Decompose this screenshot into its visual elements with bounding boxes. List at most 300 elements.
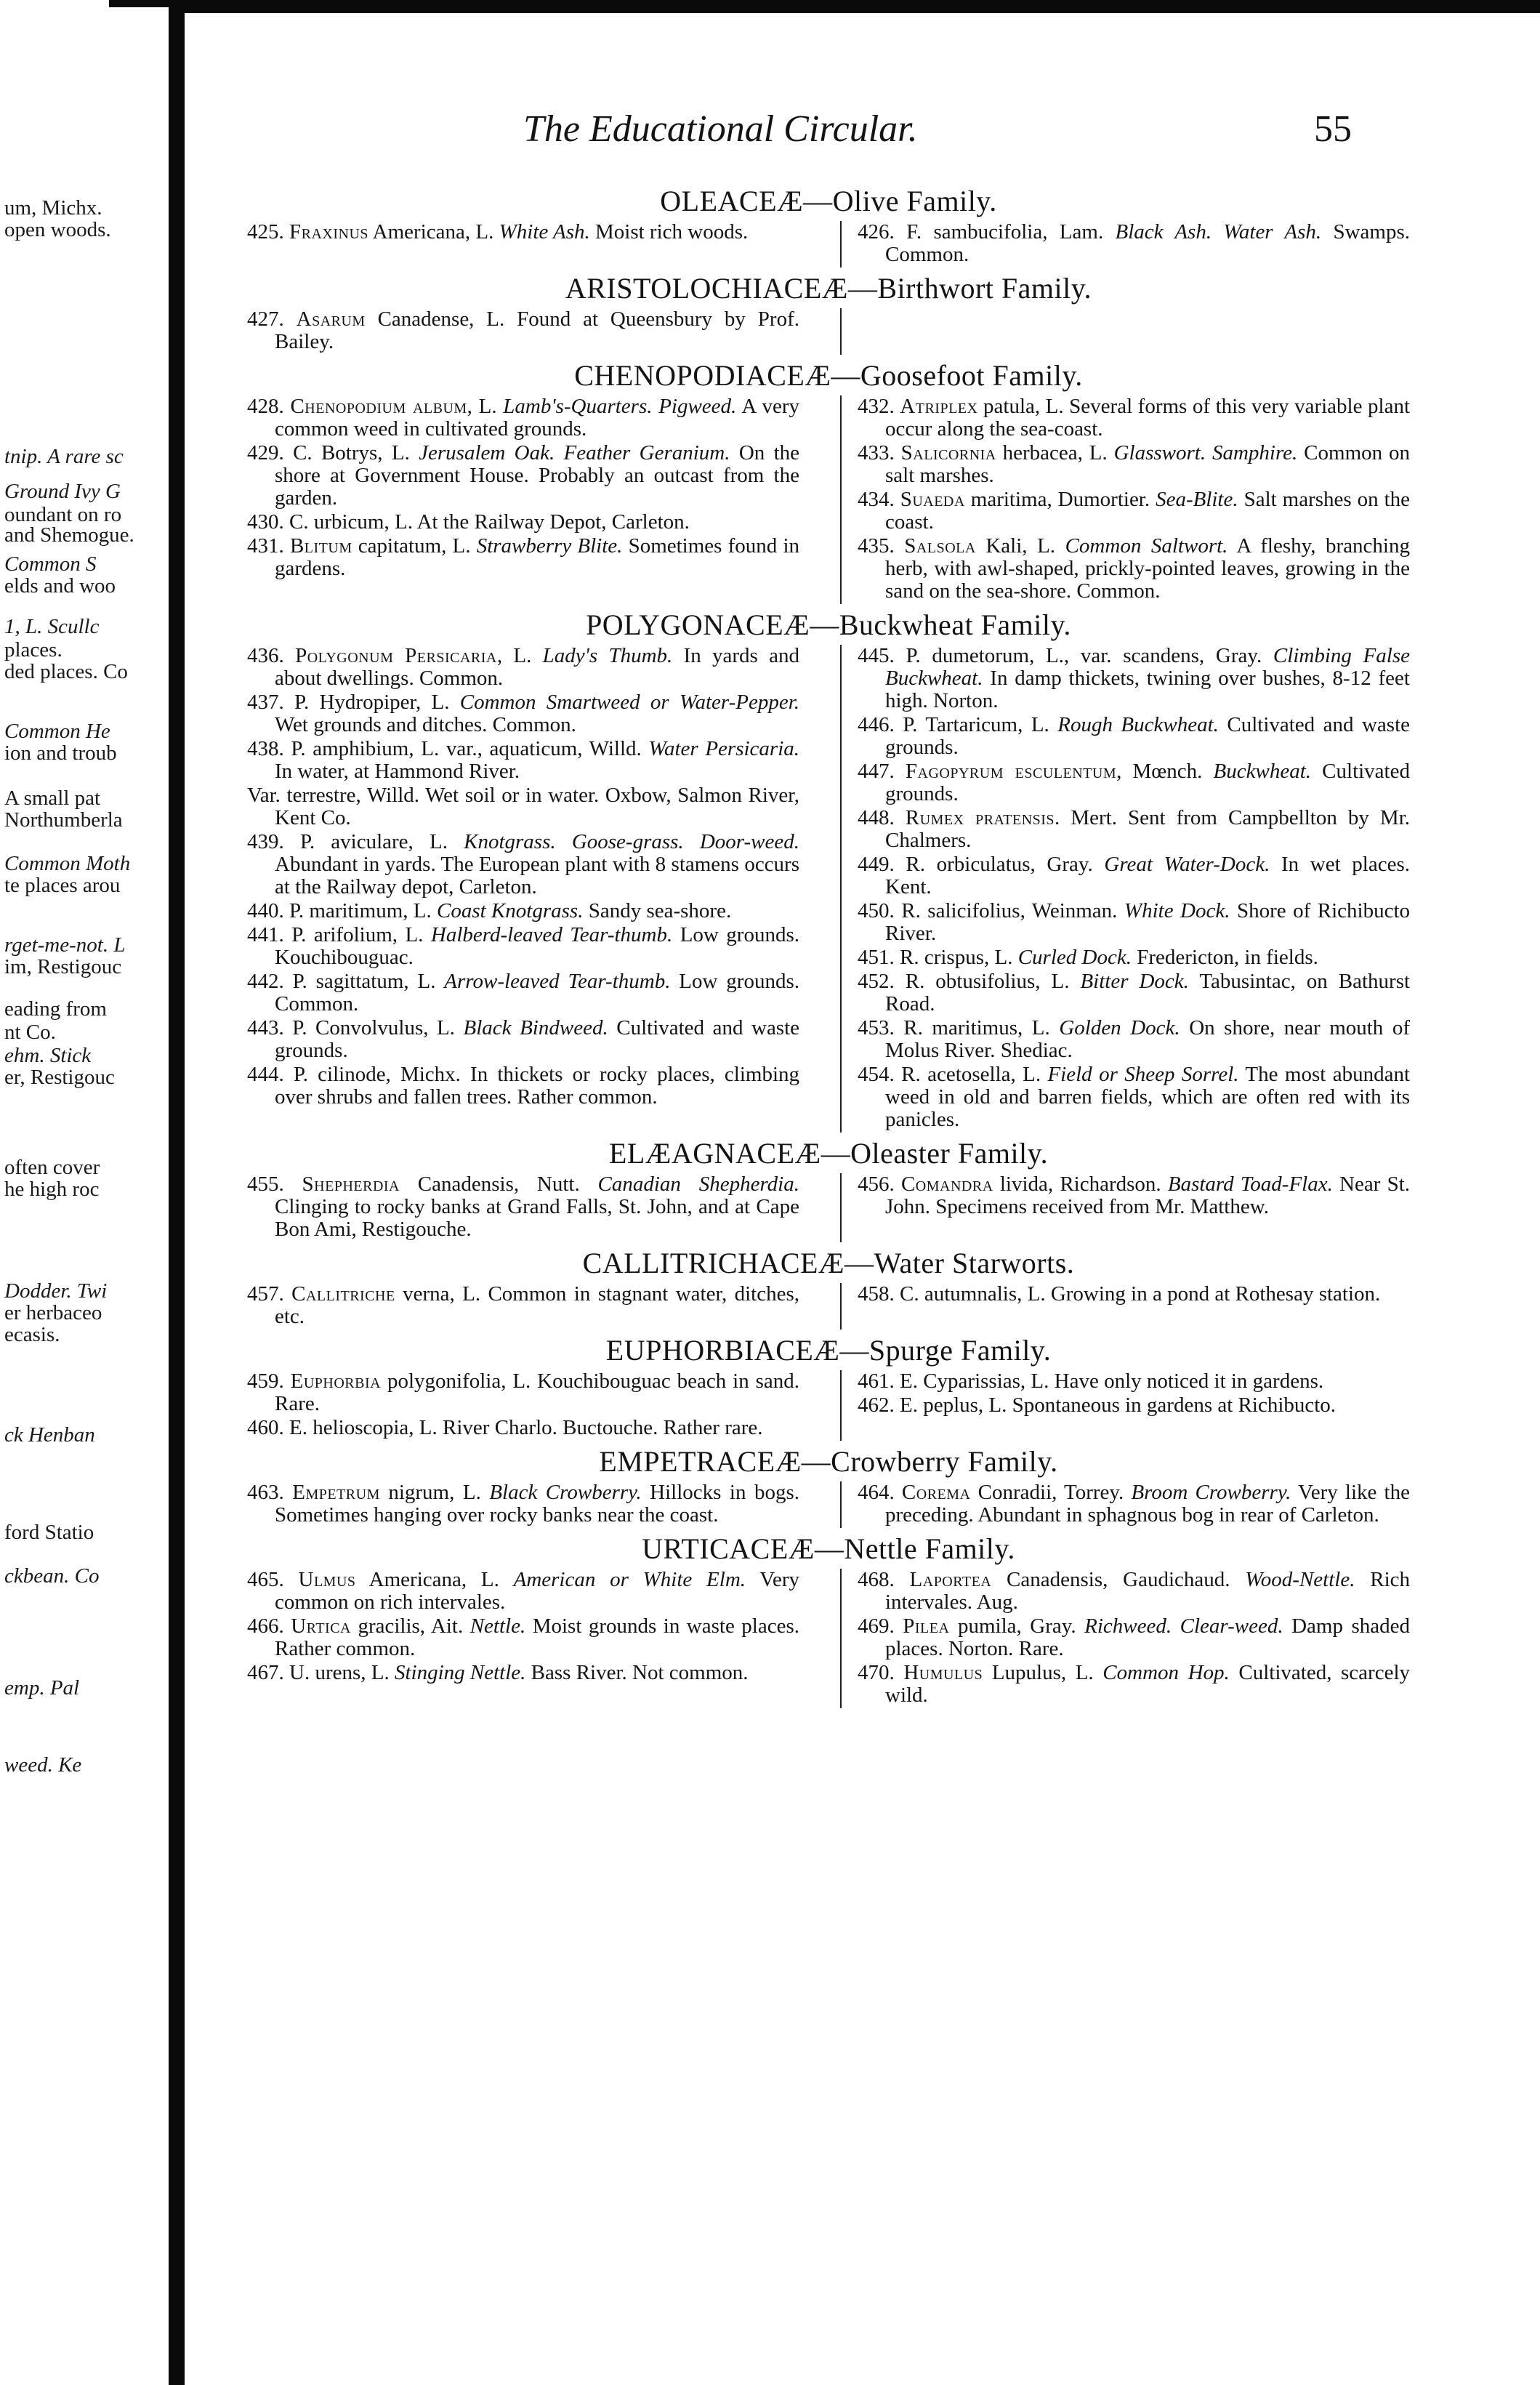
common-name: Climbing False Buckwheat. — [885, 644, 1411, 690]
genus-name: Asarum — [296, 307, 366, 331]
entry-number: 443. — [247, 1016, 284, 1039]
species-detail: Canadensis, Nutt. — [400, 1173, 598, 1196]
entry-number: 441. — [247, 923, 284, 946]
entry-number: 451. — [858, 946, 895, 969]
family-heading: CALLITRICHACEÆ—Water Starworts. — [582, 1247, 1075, 1279]
species-entry — [247, 970, 799, 1015]
species-entry — [858, 1569, 1410, 1614]
scan-top-shadow — [169, 0, 1540, 13]
margin-fragment: Dodder. Twi — [4, 1279, 108, 1303]
entry-description: Sandy sea-shore. — [583, 899, 732, 922]
species-entry — [858, 970, 1410, 1015]
species-entry — [247, 691, 799, 736]
species-entry — [247, 1662, 799, 1684]
left-column — [247, 1569, 799, 1708]
entry-description: Common on salt marshes. — [885, 441, 1411, 487]
entry-description: In water, at Hammond River. — [275, 760, 520, 783]
common-name: Curled Dock. — [1017, 946, 1132, 969]
entry-number: 464. — [858, 1481, 895, 1504]
species-entry — [247, 1481, 799, 1527]
left-column — [247, 221, 799, 268]
entry-description: Salt marshes on the coast. — [885, 488, 1411, 534]
left-column — [247, 1173, 799, 1242]
family-heading: EUPHORBIACEÆ—Spurge Family. — [605, 1334, 1052, 1367]
margin-fragment: Common S — [4, 552, 97, 576]
margin-fragment: he high roc — [4, 1178, 100, 1201]
entry-number: 427. — [247, 307, 284, 331]
genus-name: Fagopyrum esculentum — [905, 760, 1117, 783]
entry-number: 462. — [858, 1393, 895, 1417]
entry-description: Moist rich woods. — [589, 220, 749, 244]
species-entry — [247, 900, 799, 922]
entry-number: 453. — [858, 1016, 895, 1039]
species-detail: , L. — [467, 395, 504, 418]
entry-description: Kouchibouguac beach in sand. Rare. — [275, 1370, 799, 1415]
entry-description: Have only noticed it in gardens. — [1054, 1370, 1324, 1393]
species-detail: R. acetosella, L. — [901, 1063, 1048, 1086]
common-name: Black Ash. Water Ash. — [1115, 220, 1322, 244]
entry-number: 430. — [247, 510, 284, 534]
entry-number: 449. — [858, 853, 895, 876]
species-entry — [858, 221, 1410, 266]
genus-name: Chenopodium album — [290, 395, 467, 418]
species-detail: Var. terrestre, Willd. — [247, 784, 426, 807]
genus-name: Fraxinus — [289, 220, 369, 244]
species-detail: polygonifolia, L. — [381, 1370, 538, 1393]
common-name: Coast Knotgrass. — [437, 899, 584, 922]
family-heading: OLEACEÆ—Olive Family. — [660, 185, 997, 217]
common-name: Glasswort. Samphire. — [1113, 441, 1298, 464]
species-entry — [858, 1283, 1410, 1306]
family-columns — [247, 1173, 1410, 1242]
species-detail: R. crispus, L. — [900, 946, 1018, 969]
margin-fragment: nt Co. — [4, 1021, 56, 1044]
species-entry — [858, 760, 1410, 805]
species-detail: gracilis, Ait. — [350, 1614, 470, 1638]
species-detail: . Mert. — [1055, 806, 1129, 829]
common-name: Lady's Thumb. — [542, 644, 673, 667]
margin-fragment: 1, L. Scullc — [4, 615, 100, 638]
genus-name: Laportea — [909, 1568, 992, 1591]
common-name: Water Persicaria. — [648, 737, 800, 760]
genus-name: Humulus — [903, 1661, 983, 1684]
species-entry — [247, 645, 799, 690]
margin-fragment: often cover — [4, 1156, 100, 1179]
species-entry — [858, 1662, 1410, 1707]
species-detail: Canadense, L. — [365, 307, 517, 331]
entry-description: Shore of Richibucto River. — [885, 899, 1410, 945]
species-entry — [858, 645, 1410, 712]
species-detail: R. maritimus, L. — [903, 1016, 1060, 1039]
entry-number: 440. — [247, 899, 284, 922]
species-detail: P. arifolium, L. — [291, 923, 431, 946]
entry-number: 461. — [858, 1370, 895, 1393]
entry-description: Spontaneous in gardens at Richibucto. — [1012, 1393, 1337, 1417]
entry-description: Cultivated grounds. — [885, 760, 1410, 805]
species-detail: P. sagittatum, L. — [292, 970, 445, 993]
species-detail: livida, Richardson. — [993, 1173, 1168, 1196]
entry-number: 469. — [858, 1614, 895, 1638]
entry-description: Wet grounds and ditches. Common. — [275, 713, 576, 736]
margin-fragment: ehm. Stick — [4, 1044, 92, 1067]
common-name: Halberd-leaved Tear-thumb. — [430, 923, 673, 946]
right-column — [840, 1481, 1410, 1528]
family-columns — [247, 1283, 1410, 1330]
entry-description: Fredericton, in fields. — [1131, 946, 1318, 969]
common-name: Black Bindweed. — [463, 1016, 608, 1039]
species-detail: maritima, Dumortier. — [964, 488, 1156, 511]
entry-number: 465. — [247, 1568, 284, 1591]
common-name: Richweed. Clear-weed. — [1084, 1614, 1283, 1638]
entry-description: In yards and about dwellings. Common. — [275, 644, 800, 690]
species-detail: Kali, L. — [975, 534, 1065, 558]
entry-number: 428. — [247, 395, 284, 418]
species-entry — [247, 442, 799, 510]
margin-fragment: te places arou — [4, 874, 121, 897]
species-entry — [247, 1417, 799, 1439]
species-detail: E. helioscopia, L. — [289, 1416, 443, 1439]
species-detail: P. Convolvulus, L. — [292, 1016, 464, 1039]
entry-description: Wet soil or in water. Oxbow, Salmon River, Kent Co. — [275, 784, 800, 829]
common-name: Nettle. — [469, 1614, 526, 1638]
species-entry — [247, 535, 799, 580]
common-name: Broom Crowberry. — [1131, 1481, 1291, 1504]
right-column — [840, 1283, 1410, 1330]
species-entry — [247, 924, 799, 969]
margin-fragment: Common Moth — [4, 852, 131, 875]
species-detail: capitatum, L. — [352, 534, 477, 558]
species-entry — [858, 1394, 1410, 1417]
species-entry — [858, 395, 1410, 441]
species-detail: Conradii, Torrey. — [970, 1481, 1132, 1504]
margin-fragment: A small pat — [4, 787, 101, 810]
entry-number: 438. — [247, 737, 284, 760]
genus-name: Atriplex — [900, 395, 978, 418]
entry-number: 470. — [858, 1661, 895, 1684]
species-detail: E. peplus, L. — [900, 1393, 1012, 1417]
entry-number: 455. — [247, 1173, 284, 1196]
species-entry — [858, 807, 1410, 852]
entry-number: 457. — [247, 1282, 284, 1306]
species-entry — [247, 1173, 799, 1241]
species-entry — [858, 1063, 1410, 1131]
genus-name: Urtica — [291, 1614, 351, 1638]
entry-description: Cultivated and waste grounds. — [885, 713, 1410, 759]
genus-name: Blitum — [289, 534, 352, 558]
species-entry — [247, 308, 799, 353]
page-number: 55 — [1314, 108, 1352, 150]
family-heading: EMPETRACEÆ—Crowberry Family. — [599, 1445, 1058, 1478]
species-entry — [858, 1481, 1410, 1527]
species-detail: P. dumetorum, L., var. scandens, Gray. — [906, 644, 1273, 667]
entry-number: 433. — [858, 441, 895, 464]
family-heading: ARISTOLOCHIACEÆ—Birthwort Family. — [565, 272, 1092, 305]
margin-fragment: ded places. Co — [4, 660, 128, 683]
family-heading: ELÆAGNACEÆ—Oleaster Family. — [608, 1137, 1049, 1170]
entry-description: Very like the preceding. Abundant in sphagnous bog in rear of Carleton. — [885, 1481, 1410, 1527]
species-detail: C. autumnalis, L. — [900, 1282, 1051, 1306]
species-detail: U. urens, L. — [289, 1661, 395, 1684]
family-columns — [247, 1569, 1410, 1708]
genus-name: Salsola — [904, 534, 976, 558]
entry-description: Very common on rich intervales. — [275, 1568, 800, 1614]
page-gutter-shadow — [169, 0, 185, 2385]
margin-fragment: Northumberla — [4, 808, 123, 832]
species-entry — [247, 1017, 799, 1062]
entry-number: 425. — [247, 220, 284, 244]
species-detail: R. obtusifolius, L. — [905, 970, 1081, 993]
species-detail: R. orbiculatus, Gray. — [906, 853, 1105, 876]
entry-description: In damp thickets, twining over bushes, 8-12 feet high. Norton. — [885, 667, 1410, 712]
genus-name: Pilea — [903, 1614, 950, 1638]
common-name: Strawberry Blite. — [476, 534, 623, 558]
margin-fragment: places. — [4, 638, 63, 661]
species-entry — [247, 395, 799, 441]
species-detail: P. maritimum, L. — [289, 899, 437, 922]
entry-number: 466. — [247, 1614, 284, 1638]
species-detail: P. aviculare, L. — [299, 830, 464, 853]
species-detail: nigrum, L. — [379, 1481, 490, 1504]
species-detail: , L. — [496, 644, 543, 667]
species-entry — [858, 535, 1410, 603]
common-name: Wood-Nettle. — [1245, 1568, 1355, 1591]
entry-number: 437. — [247, 691, 284, 714]
scan-edge-shadow — [109, 0, 174, 7]
entry-number: 431. — [247, 534, 284, 558]
entry-description: Moist grounds in waste places. Rather common. — [275, 1614, 800, 1660]
left-column — [247, 645, 799, 1133]
entry-description: Abundant in yards. The European plant with 8 stamens occurs at the Railway depot, Carleton. — [275, 853, 799, 898]
entry-description: Cultivated and waste grounds. — [275, 1016, 800, 1062]
species-detail: C. urbicum, L. — [289, 510, 417, 534]
left-column — [247, 1481, 799, 1528]
margin-fragment: ckbean. Co — [4, 1564, 100, 1588]
margin-fragment: weed. Ke — [4, 1753, 82, 1777]
species-entry — [858, 900, 1410, 945]
species-entry — [247, 1283, 799, 1328]
species-detail: E. Cyparissias, L. — [900, 1370, 1055, 1393]
genus-name: Callitriche — [291, 1282, 395, 1306]
common-name: Field or Sheep Sorrel. — [1047, 1063, 1239, 1086]
entry-number: 426. — [858, 220, 895, 244]
species-entry — [858, 488, 1410, 534]
genus-name: Comandra — [900, 1173, 993, 1196]
entry-description: Common in stagnant water, ditches, etc. — [275, 1282, 799, 1328]
entry-number: 446. — [858, 713, 895, 736]
entry-description: Swamps. Common. — [885, 220, 1410, 266]
margin-fragment: eading from — [4, 997, 107, 1021]
right-column — [840, 221, 1410, 268]
margin-fragment: ck Henban — [4, 1423, 95, 1447]
margin-fragment: Common He — [4, 720, 110, 743]
species-detail: F. sambucifolia, Lam. — [906, 220, 1116, 244]
species-detail: pumila, Gray. — [949, 1614, 1085, 1638]
margin-fragment: er, Restigouc — [4, 1066, 115, 1089]
species-detail: C. Botrys, L. — [293, 441, 419, 464]
margin-fragment: im, Restigouc — [4, 955, 122, 978]
entry-description: At the Railway Depot, Carleton. — [416, 510, 690, 534]
margin-fragment: Ground Ivy G — [4, 480, 121, 503]
common-name: American or White Elm. — [513, 1568, 746, 1591]
entry-number: 463. — [247, 1481, 284, 1504]
margin-fragment: er herbaceo — [4, 1301, 102, 1324]
entry-number: 467. — [247, 1661, 284, 1684]
left-column — [247, 395, 799, 604]
entry-description: Tabusintac, on Bathurst Road. — [885, 970, 1411, 1015]
entry-description: Near St. John. Specimens received from Mr. Matthew. — [885, 1173, 1411, 1218]
entry-number: 458. — [858, 1282, 895, 1306]
species-entry — [247, 1615, 799, 1660]
entry-description: Found at Queensbury by Prof. Bailey. — [275, 307, 799, 353]
common-name: Bitter Dock. — [1080, 970, 1189, 993]
main-text — [247, 180, 1410, 1708]
common-name: Black Crowberry. — [489, 1481, 642, 1504]
family-columns — [247, 395, 1410, 604]
species-detail: , Mœnch. — [1116, 760, 1214, 783]
species-detail: Americana, L. — [355, 1568, 514, 1591]
species-entry — [858, 442, 1410, 487]
family-columns — [247, 308, 1410, 355]
species-detail: P. amphibium, L. var., aquaticum, Willd. — [291, 737, 649, 760]
species-entry — [858, 853, 1410, 898]
species-entry — [247, 511, 799, 534]
entry-number: 442. — [247, 970, 284, 993]
margin-fragment: and Shemogue. — [4, 523, 134, 547]
entry-number: 434. — [858, 488, 895, 511]
entry-number: 429. — [247, 441, 284, 464]
entry-description: Low grounds. Common. — [275, 970, 799, 1015]
margin-fragment: elds and woo — [4, 574, 116, 598]
entry-number: 450. — [858, 899, 895, 922]
species-entry — [247, 831, 799, 898]
species-entry — [858, 1173, 1410, 1218]
entry-number: 456. — [858, 1173, 895, 1196]
entry-number: 436. — [247, 644, 284, 667]
common-name: Stinging Nettle. — [394, 1661, 526, 1684]
species-entry — [858, 1017, 1410, 1062]
entry-description: River Charlo. Buctouche. Rather rare. — [443, 1416, 763, 1439]
common-name: Great Water-Dock. — [1104, 853, 1270, 876]
species-detail: Lupulus, L. — [983, 1661, 1103, 1684]
right-column — [840, 1569, 1410, 1708]
genus-name: Shepherdia — [302, 1173, 400, 1196]
entry-description: Hillocks in bogs. Sometimes hanging over rocky banks near the coast. — [275, 1481, 799, 1527]
species-detail: herbacea, L. — [996, 441, 1114, 464]
entry-number: 460. — [247, 1416, 284, 1439]
common-name: Knotgrass. Goose-grass. Door-weed. — [464, 830, 800, 853]
margin-fragment: open woods. — [4, 218, 111, 241]
family-columns — [247, 1370, 1410, 1441]
species-detail: P. Tartaricum, L. — [903, 713, 1058, 736]
species-detail: Canadensis, Gaudichaud. — [991, 1568, 1246, 1591]
entry-number: 468. — [858, 1568, 895, 1591]
genus-name: Empetrum — [292, 1481, 380, 1504]
entry-description: A fleshy, branching herb, with awl-shaped, prickly-pointed leaves, growing in the sand on the sea-shore. Common. — [885, 534, 1410, 603]
genus-name: Euphorbia — [290, 1370, 382, 1393]
margin-fragment: oundant on ro — [4, 503, 122, 526]
common-name: Buckwheat. — [1213, 760, 1312, 783]
family-columns — [247, 645, 1410, 1133]
entry-description: Clinging to rocky banks at Grand Falls, St. John, and at Cape Bon Ami, Restigouche. — [275, 1195, 799, 1241]
entry-description: Low grounds. Kouchibouguac. — [275, 923, 800, 969]
entry-description: Bass River. Not common. — [525, 1661, 749, 1684]
entry-number: 439. — [247, 830, 284, 853]
entry-number: 432. — [858, 395, 895, 418]
entry-number: 445. — [858, 644, 895, 667]
left-column — [247, 1370, 799, 1441]
family-heading: CHENOPODIACEÆ—Goosefoot Family. — [574, 359, 1083, 392]
right-column — [840, 308, 1410, 355]
entry-description: Several forms of this very variable plant occur along the sea-coast. — [885, 395, 1410, 441]
species-detail: Americana, L. — [368, 220, 499, 244]
right-column — [840, 1370, 1410, 1441]
common-name: White Ash. — [499, 220, 590, 244]
genus-name: Corema — [901, 1481, 971, 1504]
entry-number: 435. — [858, 534, 895, 558]
species-entry — [247, 1569, 799, 1614]
species-entry — [858, 1615, 1410, 1660]
species-entry — [858, 714, 1410, 759]
species-detail: patula, L. — [977, 395, 1070, 418]
genus-name: Rumex pratensis — [905, 806, 1055, 829]
margin-fragment: emp. Pal — [4, 1676, 80, 1700]
species-entry — [247, 1370, 799, 1415]
entry-number: 447. — [858, 760, 895, 783]
entry-description: Growing in a pond at Rothesay station. — [1050, 1282, 1381, 1306]
margin-fragment: ion and troub — [4, 741, 117, 765]
margin-fragment: ford Statio — [4, 1521, 94, 1544]
entry-description: Rich intervales. Aug. — [885, 1568, 1411, 1614]
common-name: Lamb's-Quarters. Pigweed. — [503, 395, 737, 418]
family-heading: POLYGONACEÆ—Buckwheat Family. — [586, 608, 1071, 641]
common-name: Golden Dock. — [1059, 1016, 1180, 1039]
margin-fragment: ecasis. — [4, 1323, 60, 1346]
left-page-fragment-strip — [0, 0, 169, 2385]
genus-name: Salicornia — [900, 441, 996, 464]
right-column — [840, 395, 1410, 604]
species-entry — [247, 221, 799, 244]
entry-number: 444. — [247, 1063, 284, 1086]
common-name: Common Smartweed or Water-Pepper. — [459, 691, 800, 714]
common-name: Jerusalem Oak. Feather Geranium. — [419, 441, 730, 464]
entry-description: On the shore at Government House. Probably an outcast from the garden. — [275, 441, 799, 510]
entry-description: Cultivated, scarcely wild. — [885, 1661, 1411, 1707]
running-header: The Educational Circular. — [523, 108, 918, 150]
genus-name: Ulmus — [298, 1568, 356, 1591]
species-entry — [858, 1370, 1410, 1393]
entry-description: The most abundant weed in old and barren fields, which are often red with its panicles. — [885, 1063, 1411, 1131]
species-detail: R. salicifolius, Weinman. — [901, 899, 1124, 922]
common-name: Canadian Shepherdia. — [597, 1173, 799, 1196]
species-entry — [247, 1063, 799, 1109]
family-columns — [247, 221, 1410, 268]
entry-description: A very common weed in cultivated grounds. — [275, 395, 799, 441]
margin-fragment: rget-me-not. L — [4, 933, 126, 957]
left-column — [247, 308, 799, 355]
genus-name: Suaeda — [900, 488, 965, 511]
entry-number: 459. — [247, 1370, 284, 1393]
left-column — [247, 1283, 799, 1330]
entry-description: Sometimes found in gardens. — [275, 534, 800, 580]
common-name: Common Hop. — [1102, 1661, 1230, 1684]
species-detail: P. cilinode, Michx. — [293, 1063, 471, 1086]
right-column — [840, 1173, 1410, 1242]
common-name: Rough Buckwheat. — [1057, 713, 1219, 736]
entry-number: 452. — [858, 970, 895, 993]
species-entry — [247, 738, 799, 783]
entry-number: 454. — [858, 1063, 895, 1086]
entry-description: Sent from Campbellton by Mr. Chalmers. — [885, 806, 1411, 852]
